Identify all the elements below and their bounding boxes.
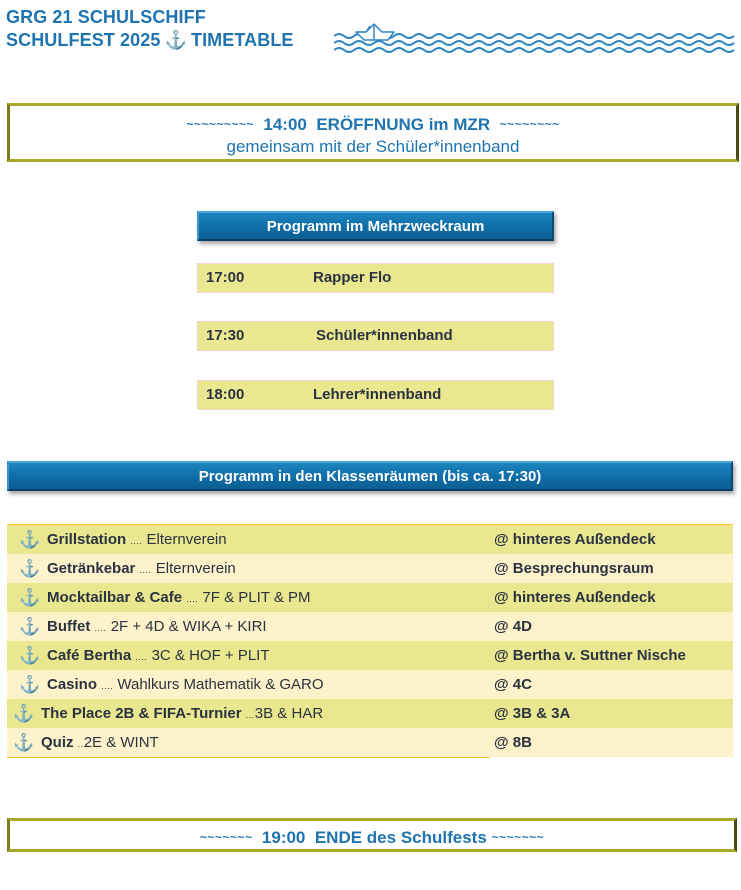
anchor-icon: ⚓ [19,588,41,607]
closing-title: ENDE des Schulfests [314,828,487,847]
slot-act: Schüler*innenband [316,327,453,344]
table-row: ⚓ Café Bertha .... 3C & HOF + PLIT @ Bertha v. Suttner Nische [7,641,733,670]
location: @ Besprechungsraum [494,560,654,577]
location: @ 8B [494,734,532,751]
location: @ hinteres Außendeck [494,589,656,606]
anchor-icon: ⚓ [164,30,187,50]
closing-banner: ~~~~~~~ 19:00 ENDE des Schulfests ~~~~~~~ [7,818,737,852]
anchor-icon: ⚓ [19,675,41,694]
paper-boat-waves-icon [334,22,736,56]
slot-time: 18:00 [206,386,245,403]
table-row: ⚓ Quiz ..2E & WINT @ 8B [7,728,733,757]
table-row: ⚓ Mocktailbar & Cafe .... 7F & PLIT & PM @ hinteres Außendeck [7,583,733,612]
location: @ Bertha v. Suttner Nische [494,647,686,664]
title-line-1: GRG 21 SCHULSCHIFF [6,7,206,27]
title-line-2: SCHULFEST 2025 ⚓ TIMETABLE [6,30,294,50]
mzr-slot [197,380,554,410]
mzr-slot [197,321,554,351]
location: @ hinteres Außendeck [494,531,656,548]
slot-act: Lehrer*innenband [313,386,442,403]
table-row: ⚓ Grillstation .... Elternverein @ hinteres Außendeck [7,525,733,554]
anchor-icon: ⚓ [13,704,35,723]
location: @ 3B & 3A [494,705,571,722]
mzr-slot [197,263,554,293]
table-row: ⚓ Casino .... Wahlkurs Mathematik & GARO @ 4C [7,670,733,699]
slot-act: Rapper Flo [313,269,392,286]
location: @ 4C [494,676,532,693]
opening-banner: ~~~~~~~~~ 14:00 ERÖFFNUNG im MZR ~~~~~~~~ gemeinsam mit der Schüler*innenband [7,103,739,162]
classroom-program-table [7,524,733,757]
classrooms-heading: Programm in den Klassenräumen (bis ca. 17:30) [7,461,733,491]
anchor-icon: ⚓ [13,733,35,752]
opening-title: ERÖFFNUNG im MZR [316,115,491,134]
page-title [6,6,294,52]
mzr-heading: Programm im Mehrzweckraum [197,211,554,241]
location: @ 4D [494,618,532,635]
table-row: ⚓ Getränkebar .... Elternverein @ Besprechungsraum [7,554,733,583]
anchor-icon: ⚓ [19,530,41,549]
closing-time: 19:00 [261,828,306,847]
table-row: ⚓ The Place 2B & FIFA-Turnier ...3B & HAR @ 3B & 3A [7,699,733,728]
opening-time: 14:00 [263,115,307,134]
anchor-icon: ⚓ [19,646,41,665]
slot-time: 17:00 [206,269,245,286]
table-bottom-rule [7,757,490,758]
anchor-icon: ⚓ [19,617,41,636]
opening-subtitle: gemeinsam mit der Schüler*innenband [226,137,520,156]
slot-time: 17:30 [206,327,245,344]
anchor-icon: ⚓ [19,559,41,578]
table-row: ⚓ Buffet .... 2F + 4D & WIKA + KIRI @ 4D [7,612,733,641]
